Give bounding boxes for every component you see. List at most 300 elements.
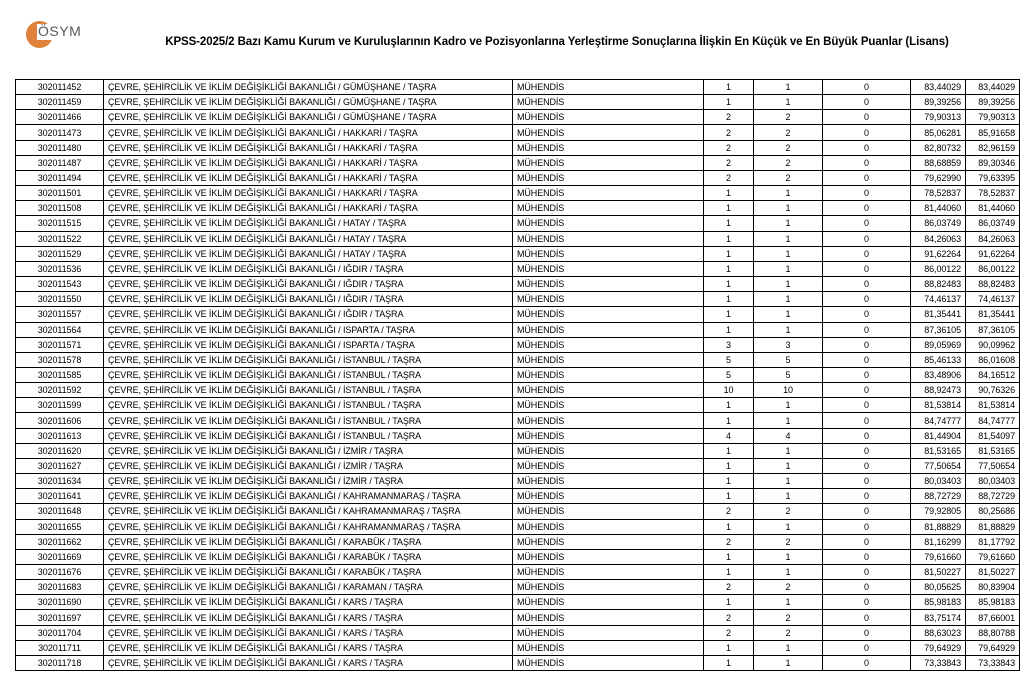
quota-cell: 2: [704, 504, 754, 519]
institution-cell: ÇEVRE, ŞEHİRCİLİK VE İKLİM DEĞİŞİKLİĞİ BAKANLIĞI / İSTANBUL / TAŞRA: [104, 367, 513, 382]
code-cell: 302011564: [16, 322, 104, 337]
code-cell: 302011718: [16, 655, 104, 670]
table-row: [16, 443, 1020, 458]
min-score-cell: 80,05625: [911, 580, 966, 595]
position-cell: MÜHENDİS: [513, 398, 704, 413]
placed-cell: 2: [754, 580, 823, 595]
max-score-cell: 90,09962: [966, 337, 1020, 352]
min-score-cell: 86,03749: [911, 216, 966, 231]
placed-cell: 2: [754, 504, 823, 519]
table-row: [16, 458, 1020, 473]
table-row: [16, 170, 1020, 185]
table-row: [16, 140, 1020, 155]
min-score-cell: 83,48906: [911, 367, 966, 382]
position-cell: MÜHENDİS: [513, 140, 704, 155]
quota-cell: 1: [704, 277, 754, 292]
unfilled-cell: 0: [823, 140, 911, 155]
position-cell: MÜHENDİS: [513, 489, 704, 504]
placed-cell: 1: [754, 565, 823, 580]
position-cell: MÜHENDİS: [513, 277, 704, 292]
placed-cell: 1: [754, 458, 823, 473]
unfilled-cell: 0: [823, 125, 911, 140]
quota-cell: 2: [704, 625, 754, 640]
institution-cell: ÇEVRE, ŞEHİRCİLİK VE İKLİM DEĞİŞİKLİĞİ BAKANLIĞI / ISPARTA / TAŞRA: [104, 337, 513, 352]
max-score-cell: 78,52837: [966, 186, 1020, 201]
code-cell: 302011529: [16, 246, 104, 261]
max-score-cell: 81,53165: [966, 443, 1020, 458]
max-score-cell: 79,90313: [966, 110, 1020, 125]
placed-cell: 1: [754, 201, 823, 216]
placed-cell: 2: [754, 140, 823, 155]
institution-cell: ÇEVRE, ŞEHİRCİLİK VE İKLİM DEĞİŞİKLİĞİ BAKANLIĞI / İZMİR / TAŞRA: [104, 474, 513, 489]
table-row: [16, 337, 1020, 352]
quota-cell: 5: [704, 352, 754, 367]
placed-cell: 1: [754, 443, 823, 458]
placed-cell: 1: [754, 246, 823, 261]
unfilled-cell: 0: [823, 367, 911, 382]
institution-cell: ÇEVRE, ŞEHİRCİLİK VE İKLİM DEĞİŞİKLİĞİ BAKANLIĞI / KAHRAMANMARAŞ / TAŞRA: [104, 504, 513, 519]
min-score-cell: 83,44029: [911, 80, 966, 95]
placed-cell: 1: [754, 277, 823, 292]
placed-cell: 10: [754, 383, 823, 398]
position-cell: MÜHENDİS: [513, 201, 704, 216]
position-cell: MÜHENDİS: [513, 367, 704, 382]
unfilled-cell: 0: [823, 231, 911, 246]
min-score-cell: 88,72729: [911, 489, 966, 504]
table-row: [16, 95, 1020, 110]
unfilled-cell: 0: [823, 595, 911, 610]
min-score-cell: 91,62264: [911, 246, 966, 261]
min-score-cell: 85,46133: [911, 352, 966, 367]
quota-cell: 1: [704, 80, 754, 95]
institution-cell: ÇEVRE, ŞEHİRCİLİK VE İKLİM DEĞİŞİKLİĞİ BAKANLIĞI / IĞDIR / TAŞRA: [104, 292, 513, 307]
placed-cell: 5: [754, 367, 823, 382]
unfilled-cell: 0: [823, 110, 911, 125]
max-score-cell: 77,50654: [966, 458, 1020, 473]
code-cell: 302011592: [16, 383, 104, 398]
institution-cell: ÇEVRE, ŞEHİRCİLİK VE İKLİM DEĞİŞİKLİĞİ BAKANLIĞI / KARS / TAŞRA: [104, 595, 513, 610]
institution-cell: ÇEVRE, ŞEHİRCİLİK VE İKLİM DEĞİŞİKLİĞİ BAKANLIĞI / HAKKARİ / TAŞRA: [104, 201, 513, 216]
min-score-cell: 89,05969: [911, 337, 966, 352]
unfilled-cell: 0: [823, 489, 911, 504]
position-cell: MÜHENDİS: [513, 292, 704, 307]
position-cell: MÜHENDİS: [513, 383, 704, 398]
min-score-cell: 82,80732: [911, 140, 966, 155]
max-score-cell: 80,25686: [966, 504, 1020, 519]
unfilled-cell: 0: [823, 246, 911, 261]
quota-cell: 2: [704, 110, 754, 125]
unfilled-cell: 0: [823, 292, 911, 307]
max-score-cell: 74,46137: [966, 292, 1020, 307]
min-score-cell: 81,35441: [911, 307, 966, 322]
results-table: [15, 79, 1020, 671]
max-score-cell: 85,98183: [966, 595, 1020, 610]
placed-cell: 2: [754, 155, 823, 170]
max-score-cell: 84,74777: [966, 413, 1020, 428]
unfilled-cell: 0: [823, 322, 911, 337]
table-row: [16, 398, 1020, 413]
code-cell: 302011662: [16, 534, 104, 549]
institution-cell: ÇEVRE, ŞEHİRCİLİK VE İKLİM DEĞİŞİKLİĞİ BAKANLIĞI / KAHRAMANMARAŞ / TAŞRA: [104, 519, 513, 534]
max-score-cell: 81,53814: [966, 398, 1020, 413]
code-cell: 302011704: [16, 625, 104, 640]
institution-cell: ÇEVRE, ŞEHİRCİLİK VE İKLİM DEĞİŞİKLİĞİ BAKANLIĞI / HATAY / TAŞRA: [104, 231, 513, 246]
placed-cell: 1: [754, 489, 823, 504]
code-cell: 302011550: [16, 292, 104, 307]
position-cell: MÜHENDİS: [513, 428, 704, 443]
table-row: [16, 201, 1020, 216]
quota-cell: 1: [704, 519, 754, 534]
max-score-cell: 82,96159: [966, 140, 1020, 155]
institution-cell: ÇEVRE, ŞEHİRCİLİK VE İKLİM DEĞİŞİKLİĞİ BAKANLIĞI / IĞDIR / TAŞRA: [104, 307, 513, 322]
table-row: [16, 80, 1020, 95]
placed-cell: 2: [754, 125, 823, 140]
max-score-cell: 84,16512: [966, 367, 1020, 382]
quota-cell: 1: [704, 216, 754, 231]
institution-cell: ÇEVRE, ŞEHİRCİLİK VE İKLİM DEĞİŞİKLİĞİ BAKANLIĞI / GÜMÜŞHANE / TAŞRA: [104, 80, 513, 95]
table-row: [16, 231, 1020, 246]
unfilled-cell: 0: [823, 216, 911, 231]
unfilled-cell: 0: [823, 580, 911, 595]
quota-cell: 1: [704, 307, 754, 322]
code-cell: 302011606: [16, 413, 104, 428]
placed-cell: 1: [754, 95, 823, 110]
quota-cell: 1: [704, 231, 754, 246]
max-score-cell: 89,39256: [966, 95, 1020, 110]
position-cell: MÜHENDİS: [513, 95, 704, 110]
table-row: [16, 367, 1020, 382]
max-score-cell: 81,88829: [966, 519, 1020, 534]
institution-cell: ÇEVRE, ŞEHİRCİLİK VE İKLİM DEĞİŞİKLİĞİ BAKANLIĞI / KAHRAMANMARAŞ / TAŞRA: [104, 489, 513, 504]
code-cell: 302011543: [16, 277, 104, 292]
page-title: KPSS-2025/2 Bazı Kamu Kurum ve Kuruluşlarının Kadro ve Pozisyonlarına Yerleştirme Sonuçlarına İlişkin En Küçük ve En Büyük Puanlar (Lisans): [165, 36, 949, 48]
min-score-cell: 81,53814: [911, 398, 966, 413]
quota-cell: 1: [704, 655, 754, 670]
unfilled-cell: 0: [823, 277, 911, 292]
max-score-cell: 79,64929: [966, 640, 1020, 655]
table-row: [16, 610, 1020, 625]
table-row: [16, 383, 1020, 398]
placed-cell: 3: [754, 337, 823, 352]
code-cell: 302011690: [16, 595, 104, 610]
institution-cell: ÇEVRE, ŞEHİRCİLİK VE İKLİM DEĞİŞİKLİĞİ BAKANLIĞI / HATAY / TAŞRA: [104, 216, 513, 231]
institution-cell: ÇEVRE, ŞEHİRCİLİK VE İKLİM DEĞİŞİKLİĞİ BAKANLIĞI / KARABÜK / TAŞRA: [104, 565, 513, 580]
quota-cell: 2: [704, 534, 754, 549]
unfilled-cell: 0: [823, 170, 911, 185]
table-row: [16, 246, 1020, 261]
quota-cell: 1: [704, 261, 754, 276]
unfilled-cell: 0: [823, 610, 911, 625]
max-score-cell: 81,35441: [966, 307, 1020, 322]
min-score-cell: 88,82483: [911, 277, 966, 292]
placed-cell: 1: [754, 595, 823, 610]
position-cell: MÜHENDİS: [513, 110, 704, 125]
placed-cell: 1: [754, 307, 823, 322]
min-score-cell: 84,26063: [911, 231, 966, 246]
quota-cell: 1: [704, 322, 754, 337]
table-row: [16, 580, 1020, 595]
min-score-cell: 80,03403: [911, 474, 966, 489]
table-row: [16, 428, 1020, 443]
max-score-cell: 79,61660: [966, 549, 1020, 564]
unfilled-cell: 0: [823, 337, 911, 352]
unfilled-cell: 0: [823, 261, 911, 276]
position-cell: MÜHENDİS: [513, 443, 704, 458]
code-cell: 302011648: [16, 504, 104, 519]
table-row: [16, 519, 1020, 534]
placed-cell: 1: [754, 549, 823, 564]
code-cell: 302011515: [16, 216, 104, 231]
position-cell: MÜHENDİS: [513, 170, 704, 185]
institution-cell: ÇEVRE, ŞEHİRCİLİK VE İKLİM DEĞİŞİKLİĞİ BAKANLIĞI / KARS / TAŞRA: [104, 625, 513, 640]
position-cell: MÜHENDİS: [513, 246, 704, 261]
min-score-cell: 86,00122: [911, 261, 966, 276]
quota-cell: 1: [704, 95, 754, 110]
code-cell: 302011585: [16, 367, 104, 382]
quota-cell: 1: [704, 246, 754, 261]
quota-cell: 1: [704, 413, 754, 428]
quota-cell: 2: [704, 125, 754, 140]
min-score-cell: 88,63023: [911, 625, 966, 640]
code-cell: 302011697: [16, 610, 104, 625]
max-score-cell: 88,72729: [966, 489, 1020, 504]
placed-cell: 1: [754, 398, 823, 413]
quota-cell: 1: [704, 474, 754, 489]
quota-cell: 1: [704, 443, 754, 458]
quota-cell: 2: [704, 610, 754, 625]
table-row: [16, 534, 1020, 549]
table-row: [16, 655, 1020, 670]
unfilled-cell: 0: [823, 655, 911, 670]
placed-cell: 1: [754, 186, 823, 201]
code-cell: 302011459: [16, 95, 104, 110]
min-score-cell: 79,92805: [911, 504, 966, 519]
min-score-cell: 81,44060: [911, 201, 966, 216]
code-cell: 302011578: [16, 352, 104, 367]
placed-cell: 2: [754, 534, 823, 549]
position-cell: MÜHENDİS: [513, 565, 704, 580]
quota-cell: 1: [704, 292, 754, 307]
position-cell: MÜHENDİS: [513, 655, 704, 670]
institution-cell: ÇEVRE, ŞEHİRCİLİK VE İKLİM DEĞİŞİKLİĞİ BAKANLIĞI / KARS / TAŞRA: [104, 640, 513, 655]
max-score-cell: 83,44029: [966, 80, 1020, 95]
table-row: [16, 277, 1020, 292]
unfilled-cell: 0: [823, 307, 911, 322]
institution-cell: ÇEVRE, ŞEHİRCİLİK VE İKLİM DEĞİŞİKLİĞİ BAKANLIĞI / KARABÜK / TAŞRA: [104, 534, 513, 549]
code-cell: 302011473: [16, 125, 104, 140]
quota-cell: 4: [704, 428, 754, 443]
unfilled-cell: 0: [823, 155, 911, 170]
code-cell: 302011557: [16, 307, 104, 322]
max-score-cell: 73,33843: [966, 655, 1020, 670]
quota-cell: 1: [704, 458, 754, 473]
institution-cell: ÇEVRE, ŞEHİRCİLİK VE İKLİM DEĞİŞİKLİĞİ BAKANLIĞI / İSTANBUL / TAŞRA: [104, 398, 513, 413]
unfilled-cell: 0: [823, 625, 911, 640]
code-cell: 302011487: [16, 155, 104, 170]
placed-cell: 1: [754, 216, 823, 231]
min-score-cell: 81,50227: [911, 565, 966, 580]
placed-cell: 1: [754, 231, 823, 246]
institution-cell: ÇEVRE, ŞEHİRCİLİK VE İKLİM DEĞİŞİKLİĞİ BAKANLIĞI / HAKKARİ / TAŞRA: [104, 170, 513, 185]
unfilled-cell: 0: [823, 413, 911, 428]
unfilled-cell: 0: [823, 443, 911, 458]
min-score-cell: 88,68859: [911, 155, 966, 170]
unfilled-cell: 0: [823, 565, 911, 580]
position-cell: MÜHENDİS: [513, 352, 704, 367]
position-cell: MÜHENDİS: [513, 458, 704, 473]
placed-cell: 1: [754, 655, 823, 670]
min-score-cell: 84,74777: [911, 413, 966, 428]
institution-cell: ÇEVRE, ŞEHİRCİLİK VE İKLİM DEĞİŞİKLİĞİ BAKANLIĞI / KARABÜK / TAŞRA: [104, 549, 513, 564]
min-score-cell: 74,46137: [911, 292, 966, 307]
position-cell: MÜHENDİS: [513, 640, 704, 655]
quota-cell: 10: [704, 383, 754, 398]
code-cell: 302011641: [16, 489, 104, 504]
table-row: [16, 216, 1020, 231]
institution-cell: ÇEVRE, ŞEHİRCİLİK VE İKLİM DEĞİŞİKLİĞİ BAKANLIĞI / İSTANBUL / TAŞRA: [104, 428, 513, 443]
institution-cell: ÇEVRE, ŞEHİRCİLİK VE İKLİM DEĞİŞİKLİĞİ BAKANLIĞI / IĞDIR / TAŞRA: [104, 261, 513, 276]
unfilled-cell: 0: [823, 549, 911, 564]
unfilled-cell: 0: [823, 95, 911, 110]
unfilled-cell: 0: [823, 458, 911, 473]
code-cell: 302011571: [16, 337, 104, 352]
table-row: [16, 125, 1020, 140]
institution-cell: ÇEVRE, ŞEHİRCİLİK VE İKLİM DEĞİŞİKLİĞİ BAKANLIĞI / HAKKARİ / TAŞRA: [104, 140, 513, 155]
placed-cell: 1: [754, 292, 823, 307]
position-cell: MÜHENDİS: [513, 504, 704, 519]
max-score-cell: 88,80788: [966, 625, 1020, 640]
table-row: [16, 474, 1020, 489]
unfilled-cell: 0: [823, 519, 911, 534]
quota-cell: 1: [704, 640, 754, 655]
code-cell: 302011669: [16, 549, 104, 564]
min-score-cell: 81,16299: [911, 534, 966, 549]
code-cell: 302011480: [16, 140, 104, 155]
code-cell: 302011655: [16, 519, 104, 534]
position-cell: MÜHENDİS: [513, 186, 704, 201]
institution-cell: ÇEVRE, ŞEHİRCİLİK VE İKLİM DEĞİŞİKLİĞİ BAKANLIĞI / HATAY / TAŞRA: [104, 246, 513, 261]
table-row: [16, 595, 1020, 610]
min-score-cell: 77,50654: [911, 458, 966, 473]
quota-cell: 1: [704, 565, 754, 580]
position-cell: MÜHENDİS: [513, 549, 704, 564]
quota-cell: 1: [704, 186, 754, 201]
max-score-cell: 79,63395: [966, 170, 1020, 185]
placed-cell: 1: [754, 261, 823, 276]
institution-cell: ÇEVRE, ŞEHİRCİLİK VE İKLİM DEĞİŞİKLİĞİ BAKANLIĞI / GÜMÜŞHANE / TAŞRA: [104, 110, 513, 125]
position-cell: MÜHENDİS: [513, 580, 704, 595]
quota-cell: 1: [704, 398, 754, 413]
unfilled-cell: 0: [823, 504, 911, 519]
min-score-cell: 81,44904: [911, 428, 966, 443]
placed-cell: 2: [754, 610, 823, 625]
min-score-cell: 88,92473: [911, 383, 966, 398]
quota-cell: 3: [704, 337, 754, 352]
quota-cell: 2: [704, 155, 754, 170]
placed-cell: 1: [754, 80, 823, 95]
institution-cell: ÇEVRE, ŞEHİRCİLİK VE İKLİM DEĞİŞİKLİĞİ BAKANLIĞI / IĞDIR / TAŞRA: [104, 277, 513, 292]
table-row: [16, 155, 1020, 170]
min-score-cell: 87,36105: [911, 322, 966, 337]
placed-cell: 5: [754, 352, 823, 367]
unfilled-cell: 0: [823, 398, 911, 413]
institution-cell: ÇEVRE, ŞEHİRCİLİK VE İKLİM DEĞİŞİKLİĞİ BAKANLIĞI / KARAMAN / TAŞRA: [104, 580, 513, 595]
institution-cell: ÇEVRE, ŞEHİRCİLİK VE İKLİM DEĞİŞİKLİĞİ BAKANLIĞI / GÜMÜŞHANE / TAŞRA: [104, 95, 513, 110]
placed-cell: 1: [754, 322, 823, 337]
table-row: [16, 307, 1020, 322]
institution-cell: ÇEVRE, ŞEHİRCİLİK VE İKLİM DEĞİŞİKLİĞİ BAKANLIĞI / HAKKARİ / TAŞRA: [104, 155, 513, 170]
table-row: [16, 186, 1020, 201]
unfilled-cell: 0: [823, 534, 911, 549]
code-cell: 302011683: [16, 580, 104, 595]
position-cell: MÜHENDİS: [513, 519, 704, 534]
quota-cell: 1: [704, 549, 754, 564]
institution-cell: ÇEVRE, ŞEHİRCİLİK VE İKLİM DEĞİŞİKLİĞİ BAKANLIĞI / ISPARTA / TAŞRA: [104, 322, 513, 337]
position-cell: MÜHENDİS: [513, 155, 704, 170]
max-score-cell: 91,62264: [966, 246, 1020, 261]
unfilled-cell: 0: [823, 640, 911, 655]
min-score-cell: 79,62990: [911, 170, 966, 185]
code-cell: 302011501: [16, 186, 104, 201]
max-score-cell: 86,01608: [966, 352, 1020, 367]
institution-cell: ÇEVRE, ŞEHİRCİLİK VE İKLİM DEĞİŞİKLİĞİ BAKANLIĞI / KARS / TAŞRA: [104, 655, 513, 670]
osym-logo-text: ÖSYM: [38, 23, 82, 39]
position-cell: MÜHENDİS: [513, 322, 704, 337]
max-score-cell: 85,91658: [966, 125, 1020, 140]
min-score-cell: 89,39256: [911, 95, 966, 110]
unfilled-cell: 0: [823, 428, 911, 443]
unfilled-cell: 0: [823, 474, 911, 489]
code-cell: 302011620: [16, 443, 104, 458]
table-row: [16, 504, 1020, 519]
position-cell: MÜHENDİS: [513, 474, 704, 489]
code-cell: 302011452: [16, 80, 104, 95]
table-row: [16, 352, 1020, 367]
max-score-cell: 80,83904: [966, 580, 1020, 595]
max-score-cell: 87,36105: [966, 322, 1020, 337]
table-row: [16, 565, 1020, 580]
table-row: [16, 413, 1020, 428]
min-score-cell: 81,88829: [911, 519, 966, 534]
placed-cell: 1: [754, 640, 823, 655]
quota-cell: 2: [704, 140, 754, 155]
position-cell: MÜHENDİS: [513, 80, 704, 95]
code-cell: 302011613: [16, 428, 104, 443]
unfilled-cell: 0: [823, 352, 911, 367]
table-row: [16, 625, 1020, 640]
position-cell: MÜHENDİS: [513, 610, 704, 625]
min-score-cell: 79,61660: [911, 549, 966, 564]
quota-cell: 5: [704, 367, 754, 382]
min-score-cell: 78,52837: [911, 186, 966, 201]
min-score-cell: 85,98183: [911, 595, 966, 610]
quota-cell: 1: [704, 595, 754, 610]
table-row: [16, 261, 1020, 276]
min-score-cell: 81,53165: [911, 443, 966, 458]
institution-cell: ÇEVRE, ŞEHİRCİLİK VE İKLİM DEĞİŞİKLİĞİ BAKANLIĞI / İZMİR / TAŞRA: [104, 458, 513, 473]
unfilled-cell: 0: [823, 186, 911, 201]
max-score-cell: 80,03403: [966, 474, 1020, 489]
max-score-cell: 81,17792: [966, 534, 1020, 549]
institution-cell: ÇEVRE, ŞEHİRCİLİK VE İKLİM DEĞİŞİKLİĞİ BAKANLIĞI / İSTANBUL / TAŞRA: [104, 383, 513, 398]
unfilled-cell: 0: [823, 80, 911, 95]
placed-cell: 2: [754, 170, 823, 185]
position-cell: MÜHENDİS: [513, 595, 704, 610]
institution-cell: ÇEVRE, ŞEHİRCİLİK VE İKLİM DEĞİŞİKLİĞİ BAKANLIĞI / HAKKARİ / TAŞRA: [104, 186, 513, 201]
institution-cell: ÇEVRE, ŞEHİRCİLİK VE İKLİM DEĞİŞİKLİĞİ BAKANLIĞI / KARS / TAŞRA: [104, 610, 513, 625]
code-cell: 302011676: [16, 565, 104, 580]
placed-cell: 1: [754, 519, 823, 534]
